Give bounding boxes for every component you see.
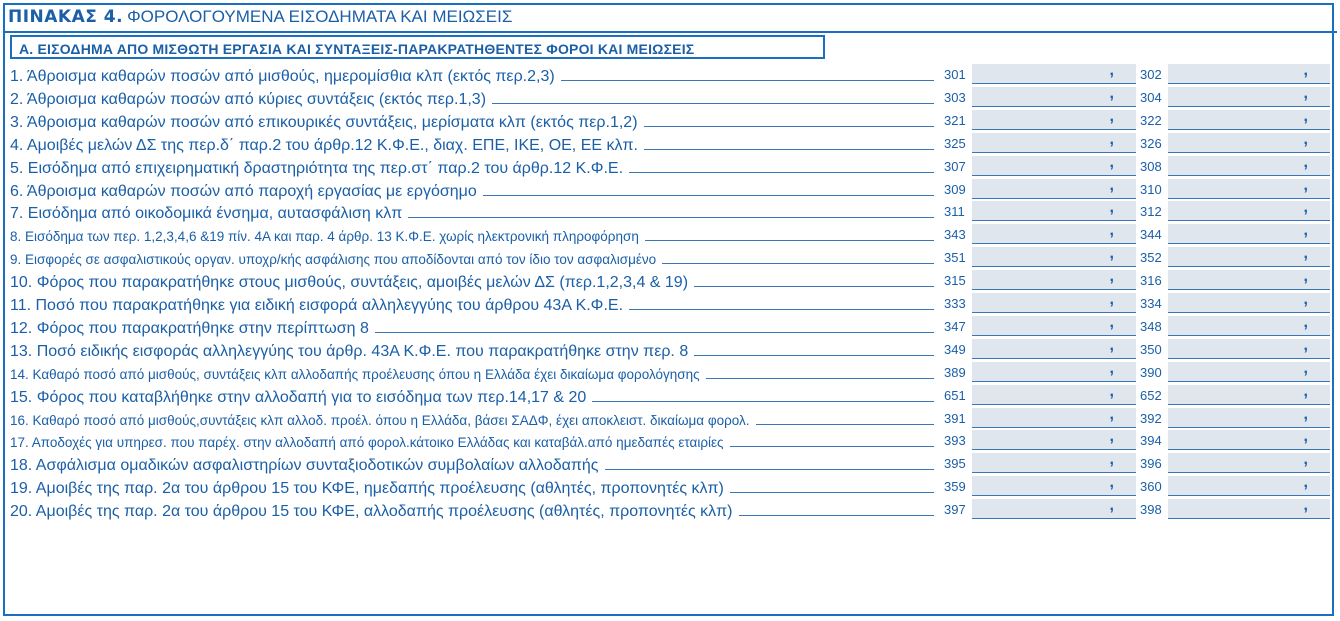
leader-line: [561, 80, 934, 81]
decimal-comma: ,: [1303, 451, 1308, 469]
amount-field[interactable]: [1168, 84, 1330, 107]
form-row: [0, 63, 1334, 85]
row-label-text: 20. Αμοιβές της παρ. 2α του άρθρου 15 του ΚΦΕ, αλλοδαπής προέλευσης (αθλητές, προπονητές κλπ): [10, 503, 733, 521]
amount-field[interactable]: [1168, 336, 1330, 359]
field-code: 395: [944, 456, 966, 472]
section-heading: Α. ΕΙΣΟΔΗΜΑ ΑΠΟ ΜΙΣΘΩΤΗ ΕΡΓΑΣΙΑ ΚΑΙ ΣΥΝΤΑΞΕΙΣ-ΠΑΡΑΚΡΑΤΗΘΕΝΤΕΣ ΦΟΡΟΙ ΚΑΙ ΜΕΙΩΣΕΙΣ: [10, 35, 825, 59]
amount-field[interactable]: [972, 430, 1136, 450]
table-title-text: ΦΟΡΟΛΟΓΟΥΜΕΝΑ ΕΙΣΟΔΗΜΑΤΑ ΚΑΙ ΜΕΙΩΣΕΙΣ: [127, 7, 513, 26]
row-label: [10, 66, 940, 86]
row-label: [10, 181, 940, 201]
leader-line: [730, 446, 934, 447]
field-code: 359: [944, 479, 966, 495]
form-row: [0, 155, 1334, 177]
row-label-text: 18. Ασφάλισμα ομαδικών ασφαλιστηρίων συνταξιοδοτικών συμβολαίων αλλοδαπής: [10, 457, 599, 475]
row-label-text: 14. Καθαρό ποσό από μισθούς, συντάξεις κλπ αλλοδαπής προέλευσης όπου η Ελλάδα έχει δικαίωμα φορολόγησης: [10, 366, 700, 382]
form-row: [0, 315, 1334, 337]
field-code: 393: [944, 433, 966, 449]
row-label: [10, 135, 940, 155]
decimal-comma: ,: [1109, 382, 1114, 400]
decimal-comma: ,: [1109, 245, 1114, 263]
row-label-text: 10. Φόρος που παρακρατήθηκε στους μισθούς, συντάξεις, αμοιβές μελών ΔΣ (περ.1,2,3,4 & 19): [10, 274, 689, 292]
decimal-comma: ,: [1303, 268, 1308, 286]
decimal-comma: ,: [1109, 222, 1114, 240]
decimal-comma: ,: [1303, 84, 1308, 102]
field-code: 389: [944, 364, 966, 380]
field-code: 325: [944, 135, 966, 151]
row-label-text: 4. Αμοιβές μελών ΔΣ της περ.δ΄ παρ.2 του άρθρ.12 Κ.Φ.Ε., διαχ. ΕΠΕ, ΙΚΕ, ΟΕ, ΕΕ κλπ.: [10, 136, 638, 154]
decimal-comma: ,: [1109, 268, 1114, 286]
field-code: 315: [944, 273, 966, 289]
amount-field[interactable]: [972, 359, 1136, 382]
field-code: 312: [1140, 204, 1162, 220]
row-label-text: 17. Αποδοχές για υπηρεσ. που παρέχ. στην αλλοδαπή από φορολ.κάτοικο Ελλάδας και καταβάλ.από ημεδαπές εταιρίες: [10, 435, 724, 451]
amount-field[interactable]: [972, 107, 1136, 130]
field-code: 394: [1140, 433, 1162, 449]
amount-field[interactable]: [1168, 64, 1330, 84]
decimal-comma: ,: [1109, 359, 1114, 377]
decimal-comma: ,: [1303, 382, 1308, 400]
form-row: [0, 407, 1334, 429]
field-code: 360: [1140, 479, 1162, 495]
form-row: [0, 269, 1334, 291]
row-label-text: 9. Εισφορές σε ασφαλιστικούς οργαν. υποχρ/κής ασφάλισης που αποδίδονται από τον ίδιο τον ασφαλισμένο: [10, 252, 657, 268]
decimal-comma: ,: [1109, 176, 1114, 194]
amount-field[interactable]: [1168, 130, 1330, 153]
form-row: [0, 384, 1334, 406]
decimal-comma: ,: [1109, 153, 1114, 171]
row-label: [10, 432, 940, 452]
field-code: 352: [1140, 250, 1162, 266]
field-code: 301: [944, 67, 966, 82]
amount-field[interactable]: [972, 336, 1136, 359]
decimal-comma: ,: [1303, 313, 1308, 331]
row-label: [10, 226, 940, 246]
field-code: 326: [1140, 135, 1162, 151]
decimal-comma: ,: [1109, 428, 1114, 446]
leader-line: [645, 240, 934, 241]
amount-field[interactable]: [1168, 153, 1330, 176]
field-code: 392: [1140, 410, 1162, 426]
leader-line: [644, 149, 934, 150]
amount-field[interactable]: [1168, 382, 1330, 405]
form-row: [0, 475, 1334, 497]
amount-field[interactable]: [972, 201, 1136, 221]
leader-line: [694, 286, 934, 287]
form-row: [0, 86, 1334, 108]
row-label: [10, 158, 940, 178]
decimal-comma: ,: [1303, 176, 1308, 194]
leader-line: [492, 103, 934, 104]
row-label: [10, 249, 940, 269]
form-row: [0, 132, 1334, 154]
amount-field[interactable]: [972, 176, 1136, 199]
leader-line: [706, 378, 934, 379]
amount-field[interactable]: [972, 499, 1136, 519]
leader-line: [408, 217, 934, 218]
amount-field[interactable]: [972, 476, 1136, 496]
row-label-text: 1. Άθροισμα καθαρών ποσών από μισθούς, ημερομίσθια κλπ (εκτός περ.2,3): [10, 68, 555, 85]
field-code: 307: [944, 158, 966, 174]
amount-field[interactable]: [972, 84, 1136, 107]
field-code: 333: [944, 296, 966, 311]
decimal-comma: ,: [1303, 245, 1308, 263]
decimal-comma: ,: [1303, 405, 1308, 423]
field-code: 349: [944, 341, 966, 357]
row-label-text: 11. Ποσό που παρακρατήθηκε για ειδική εισφορά αλληλεγγύης του άρθρου 43Α Κ.Φ.Ε.: [10, 297, 624, 314]
amount-field[interactable]: [972, 382, 1136, 405]
field-code: 391: [944, 410, 966, 426]
field-code: 390: [1140, 364, 1162, 380]
decimal-comma: ,: [1109, 336, 1114, 354]
amount-field[interactable]: [1168, 201, 1330, 221]
decimal-comma: ,: [1109, 313, 1114, 331]
amount-field[interactable]: [1168, 453, 1330, 473]
row-label: [10, 364, 940, 384]
amount-field[interactable]: [1168, 107, 1330, 130]
leader-line: [756, 424, 934, 425]
amount-field[interactable]: [972, 405, 1136, 428]
amount-field[interactable]: [972, 247, 1136, 267]
amount-field[interactable]: [1168, 476, 1330, 496]
form-row: [0, 452, 1334, 474]
amount-field[interactable]: [1168, 405, 1330, 428]
decimal-comma: ,: [1109, 474, 1114, 492]
leader-line: [694, 355, 934, 356]
row-label-text: 19. Αμοιβές της παρ. 2α του άρθρου 15 του ΚΦΕ, ημεδαπής προέλευσης (αθλητές, προπονητές κλπ): [10, 480, 724, 498]
decimal-comma: ,: [1303, 199, 1308, 217]
decimal-comma: ,: [1303, 474, 1308, 492]
field-code: 651: [944, 387, 966, 403]
decimal-comma: ,: [1303, 291, 1308, 308]
field-code: 344: [1140, 227, 1162, 243]
table-title: [8, 4, 512, 30]
row-label: [10, 455, 940, 475]
row-label: [10, 410, 940, 430]
field-code: 304: [1140, 89, 1162, 105]
row-label: [10, 89, 940, 109]
title-divider: [3, 31, 1337, 33]
leader-line: [662, 263, 934, 264]
amount-field[interactable]: [1168, 224, 1330, 244]
amount-field[interactable]: [972, 293, 1136, 313]
field-code: 351: [944, 250, 966, 266]
amount-field[interactable]: [1168, 499, 1330, 519]
row-label-text: 3. Άθροισμα καθαρών ποσών από επικουρικές συντάξεις, μερίσματα κλπ (εκτός περ.1,2): [10, 113, 638, 131]
field-code: 303: [944, 89, 966, 105]
row-label-text: 12. Φόρος που παρακρατήθηκε στην περίπτωση 8: [10, 319, 369, 337]
row-label: [10, 318, 940, 338]
field-code: 302: [1140, 67, 1162, 82]
field-code: 348: [1140, 318, 1162, 334]
form-row: [0, 246, 1334, 268]
leader-line: [629, 309, 934, 310]
row-label: [10, 112, 940, 132]
row-label-text: 8. Εισόδημα των περ. 1,2,3,4,6 &19 πίν. 4Α και παρ. 4 άρθρ. 13 Κ.Φ.Ε. χωρίς ηλεκτρονική πληροφόρηση: [10, 229, 639, 245]
decimal-comma: ,: [1109, 497, 1114, 515]
field-code: 308: [1140, 158, 1162, 174]
field-code: 309: [944, 181, 966, 197]
field-code: 343: [944, 227, 966, 243]
amount-field[interactable]: [1168, 247, 1330, 267]
decimal-comma: ,: [1109, 84, 1114, 102]
decimal-comma: ,: [1303, 62, 1308, 79]
form-row: [0, 429, 1334, 451]
row-label-text: 15. Φόρος που καταβλήθηκε στην αλλοδαπή για το εισόδημα των περ.14,17 & 20: [10, 388, 587, 406]
field-code: 321: [944, 112, 966, 128]
amount-field[interactable]: [972, 270, 1136, 290]
row-label-text: 2. Άθροισμα καθαρών ποσών από κύριες συντάξεις (εκτός περ.1,3): [10, 90, 487, 108]
field-code: 350: [1140, 341, 1162, 357]
form-row: [0, 109, 1334, 131]
amount-field[interactable]: [972, 130, 1136, 153]
row-label-text: 7. Εισόδημα από οικοδομικά ένσημα, αυτασφάλιση κλπ: [10, 205, 403, 223]
amount-field[interactable]: [1168, 176, 1330, 199]
decimal-comma: ,: [1303, 359, 1308, 377]
decimal-comma: ,: [1109, 291, 1114, 308]
field-code: 334: [1140, 296, 1162, 311]
field-code: 311: [944, 204, 965, 220]
amount-field[interactable]: [972, 313, 1136, 336]
decimal-comma: ,: [1109, 62, 1114, 79]
leader-line: [739, 515, 934, 516]
form-row: [0, 223, 1334, 245]
amount-field[interactable]: [1168, 313, 1330, 336]
leader-line: [592, 401, 934, 402]
decimal-comma: ,: [1303, 130, 1308, 148]
field-code: 398: [1140, 502, 1162, 518]
row-label: [10, 341, 940, 361]
decimal-comma: ,: [1109, 130, 1114, 148]
leader-line: [375, 332, 934, 333]
form-row: [0, 200, 1334, 222]
row-label-text: 6. Άθροισμα καθαρών ποσών από παροχή εργασίας με εργόσημο: [10, 182, 477, 200]
field-code: 322: [1140, 112, 1162, 128]
leader-line: [483, 195, 934, 196]
row-label: [10, 501, 940, 521]
table-number: ΠΙΝΑΚΑΣ 4.: [8, 7, 124, 27]
leader-line: [730, 492, 934, 493]
field-code: 347: [944, 318, 966, 334]
leader-line: [605, 469, 934, 470]
decimal-comma: ,: [1303, 222, 1308, 240]
form-row: [0, 361, 1334, 383]
row-label: [10, 272, 940, 292]
row-label-text: 13. Ποσό ειδικής εισφοράς αλληλεγγύης του άρθρ. 43Α Κ.Φ.Ε. που παρακρατήθηκε στην περ. 8: [10, 342, 689, 360]
amount-field[interactable]: [1168, 293, 1330, 313]
form-row: [0, 498, 1334, 520]
field-code: 652: [1140, 387, 1162, 403]
amount-field[interactable]: [1168, 270, 1330, 290]
decimal-comma: ,: [1303, 497, 1308, 515]
field-code: 397: [944, 502, 966, 518]
decimal-comma: ,: [1303, 428, 1308, 446]
row-label: [10, 387, 940, 407]
decimal-comma: ,: [1109, 405, 1114, 423]
amount-field[interactable]: [972, 64, 1136, 84]
decimal-comma: ,: [1109, 107, 1114, 125]
leader-line: [629, 172, 934, 173]
decimal-comma: ,: [1303, 153, 1308, 171]
field-code: 316: [1140, 273, 1162, 289]
form-row: [0, 178, 1334, 200]
decimal-comma: ,: [1303, 107, 1308, 125]
row-label: [10, 203, 940, 223]
amount-field[interactable]: [1168, 359, 1330, 382]
row-label: [10, 478, 940, 498]
row-label: [10, 295, 940, 315]
form-row: [0, 338, 1334, 360]
leader-line: [644, 126, 934, 127]
field-code: 396: [1140, 456, 1162, 472]
amount-field[interactable]: [972, 224, 1136, 244]
amount-field[interactable]: [1168, 430, 1330, 450]
decimal-comma: ,: [1109, 199, 1114, 217]
amount-field[interactable]: [972, 453, 1136, 473]
decimal-comma: ,: [1109, 451, 1114, 469]
amount-field[interactable]: [972, 153, 1136, 176]
decimal-comma: ,: [1303, 336, 1308, 354]
row-label-text: 5. Εισόδημα από επιχειρηματική δραστηριότητα της περ.στ΄ παρ.2 του άρθρ.12 Κ.Φ.Ε.: [10, 159, 624, 177]
field-code: 310: [1140, 181, 1162, 197]
row-label-text: 16. Καθαρό ποσό από μισθούς,συντάξεις κλπ αλλοδ. προέλ. όπου η Ελλάδα, βάσει ΣΑΔΦ, έχει αποκλειστ. δικαίωμα φορολ.: [10, 412, 750, 428]
form-row: [0, 292, 1334, 314]
